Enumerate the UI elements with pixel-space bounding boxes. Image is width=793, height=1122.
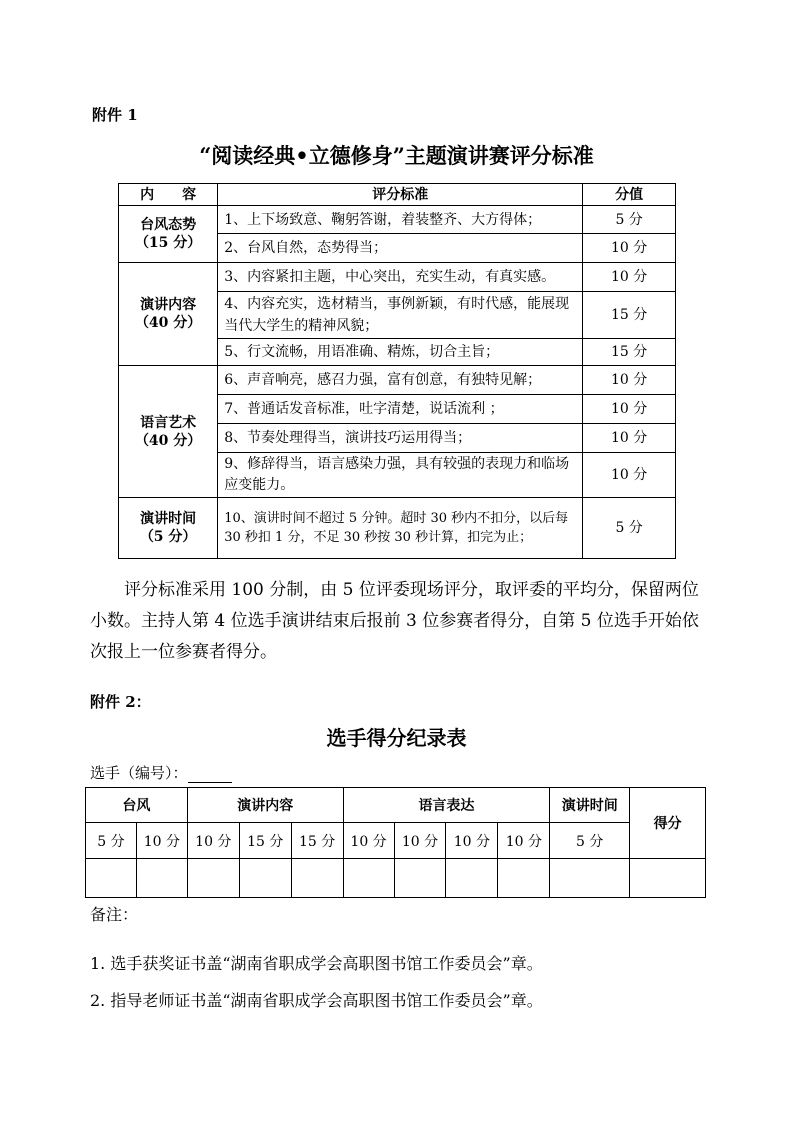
score-header-row xyxy=(86,823,706,859)
player-number-blank[interactable] xyxy=(188,767,232,783)
header-content: 内 容 xyxy=(119,184,218,206)
note-item: 1. 选手获奖证书盖“湖南省职成学会高职图书馆工作委员会”章。 xyxy=(90,954,543,973)
group-header-stage: 台风 xyxy=(86,788,188,823)
score-value: 10 分 xyxy=(187,823,239,859)
criterion-score: 10 分 xyxy=(583,395,676,424)
group-header-expression: 语言表达 xyxy=(343,788,550,823)
criterion-score: 10 分 xyxy=(583,263,676,292)
criterion-text: 7、普通话发音标准，吐字清楚，说话流利 ； xyxy=(218,395,583,424)
player-number-field xyxy=(90,762,232,783)
score-record-title: 选手得分纪录表 xyxy=(326,726,467,750)
player-number-label: 选手（编号）： xyxy=(90,764,188,782)
entry-cell[interactable] xyxy=(550,859,630,898)
category-points: （15 分） xyxy=(134,235,202,251)
score-value: 10 分 xyxy=(343,823,394,859)
criterion-score: 10 分 xyxy=(583,366,676,395)
score-value: 10 分 xyxy=(446,823,498,859)
entry-cell[interactable] xyxy=(498,859,550,898)
header-score: 分值 xyxy=(583,184,676,206)
entry-cell[interactable] xyxy=(343,859,394,898)
category-name: 台风态势 xyxy=(140,217,197,233)
group-header-content: 演讲内容 xyxy=(187,788,343,823)
category-points: （40 分） xyxy=(134,432,202,449)
header-criteria: 评分标准 xyxy=(218,184,583,206)
entry-cell[interactable] xyxy=(187,859,239,898)
table-row xyxy=(119,263,676,292)
criterion-score: 5 分 xyxy=(583,206,676,234)
entry-cell[interactable] xyxy=(239,859,291,898)
criterion-text: 9、修辞得当，语言感染力强，具有较强的表现力和临场应变能力。 xyxy=(218,453,583,498)
category-points: （5 分） xyxy=(139,529,197,545)
criterion-score: 10 分 xyxy=(583,234,676,263)
category-cell xyxy=(119,263,218,366)
entry-cell[interactable] xyxy=(630,859,706,898)
score-value: 10 分 xyxy=(136,823,187,859)
group-header-row xyxy=(86,788,706,823)
category-points: （40 分） xyxy=(134,315,202,331)
table-row xyxy=(119,498,676,559)
score-value: 10 分 xyxy=(498,823,550,859)
category-name: 演讲内容 xyxy=(140,297,197,313)
group-header-time: 演讲时间 xyxy=(550,788,630,823)
entry-cell[interactable] xyxy=(86,859,137,898)
score-value: 15 分 xyxy=(239,823,291,859)
scoring-rules-paragraph: 评分标准采用 100 分制，由 5 位评委现场评分，取评委的平均分，保留两位小数。主持人第 4 位选手演讲结束后报前 3 位参赛者得分，自第 5 位选手开始依次报上一位参赛者得分。 xyxy=(90,580,699,662)
criterion-text: 2、台风自然，态势得当； xyxy=(218,234,583,263)
entry-cell[interactable] xyxy=(136,859,187,898)
criterion-score: 15 分 xyxy=(583,292,676,339)
criterion-text: 8、节奏处理得当，演讲技巧运用得当； xyxy=(218,424,583,453)
category-name: 演讲时间 xyxy=(140,511,197,527)
criterion-score: 15 分 xyxy=(583,339,676,366)
criterion-score: 5 分 xyxy=(583,498,676,559)
score-value: 5 分 xyxy=(86,823,137,859)
group-header-total: 得分 xyxy=(630,788,706,859)
note-item: 2. 指导老师证书盖“湖南省职成学会高职图书馆工作委员会”章。 xyxy=(90,991,543,1010)
criterion-score: 10 分 xyxy=(583,424,676,453)
attachment-2-label: 附件 2： xyxy=(90,693,151,711)
entry-cell[interactable] xyxy=(291,859,343,898)
criterion-text: 6、声音响亮，感召力强，富有创意，有独特见解； xyxy=(218,366,583,395)
table-row xyxy=(119,206,676,234)
scoring-criteria-title: “阅读经典•立德修身”主题演讲赛评分标准 xyxy=(199,143,594,168)
criterion-text: 3、内容紧扣主题，中心突出，充实生动，有真实感。 xyxy=(218,263,583,292)
score-value: 10 分 xyxy=(394,823,446,859)
criterion-text: 1、上下场致意、鞠躬答谢，着装整齐、大方得体； xyxy=(218,206,583,234)
category-cell xyxy=(119,206,218,263)
score-record-table xyxy=(85,787,706,898)
attachment-1-label: 附件 1 xyxy=(92,106,138,124)
criterion-text: 5、行文流畅，用语准确、精炼，切合主旨； xyxy=(218,339,583,366)
criterion-score: 10 分 xyxy=(583,453,676,498)
entry-cell[interactable] xyxy=(446,859,498,898)
notes-label: 备注： xyxy=(90,905,139,924)
entry-row xyxy=(86,859,706,898)
category-cell xyxy=(119,498,218,559)
table-row xyxy=(119,366,676,395)
criterion-text: 10、演讲时间不超过 5 分钟。超时 30 秒内不扣分，以后每 30 秒扣 1 分，不足 30 秒按 30 秒计算，扣完为止； xyxy=(218,498,583,559)
scoring-criteria-table xyxy=(118,183,676,559)
criterion-text: 4、内容充实，选材精当，事例新颖，有时代感，能展现当代大学生的精神风貌； xyxy=(218,292,583,339)
score-value: 15 分 xyxy=(291,823,343,859)
entry-cell[interactable] xyxy=(394,859,446,898)
category-cell xyxy=(119,366,218,498)
table-header-row xyxy=(119,184,676,206)
category-name: 语言艺术 xyxy=(140,414,197,431)
score-value: 5 分 xyxy=(550,823,630,859)
